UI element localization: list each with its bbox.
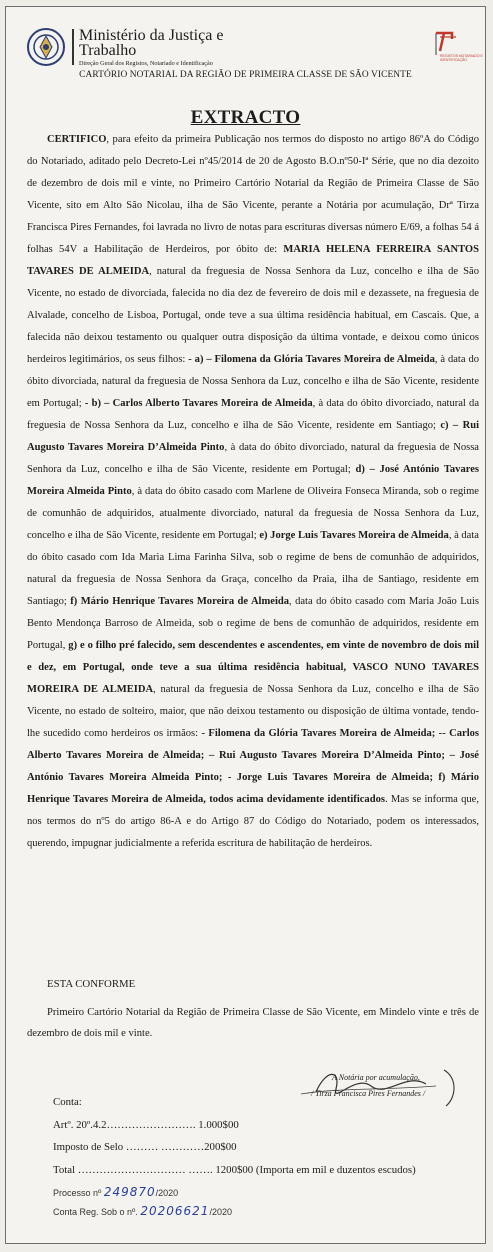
heirs-list: - Filomena da Glória Tavares Moreira de Almeida; -- Carlos Alberto Tavares Moreira de Almeida; – Rui Augusto Tavares Moreira D’Almeida Pinto; – José António Tavares Moreira Almeida Pinto; - Jorge Luis Tavares Moreira de Almeida; f) Mário Henrique Tavares Moreira de Almeida, todos acima devidamente identificados (27, 728, 479, 805)
heir-name: - a) – Filomena da Glória Tavares Moreira de Almeida (188, 354, 435, 365)
registos-logo-icon (430, 29, 464, 69)
text-run: , à data do óbito casado com Marlene de Oliveira Fonseca Miranda, sob o regime de comunhão de adquiridos, atualmente divorciado, natural da freguesia de Nossa Senhora da Luz, concelho e ilha de São Vicente, residente em Portugal; (27, 486, 479, 541)
extract-body (27, 129, 479, 855)
direcao-geral: Direção Geral dos Registos, Notariado e Identificação (79, 60, 213, 67)
deceased-name: MARIA HELENA FERREIRA SANTOS TAVARES DE ALMEIDA (27, 244, 479, 277)
processo-number (53, 1185, 178, 1199)
processo-prefix: Processo nº (53, 1188, 102, 1198)
heir-name: g) e o filho pré falecido, sem descendentes e ascendentes, em vinte de novembro de dois mil e dez, em Portugal, onde teve a sua última residência habitual, VASCO NUNO TAVARES MOREIRA DE ALMEIDA (27, 640, 480, 695)
letterhead (6, 7, 485, 87)
heir-name: f) Mário Henrique Tavares Moreira de Almeida (70, 596, 290, 607)
document-page (5, 6, 486, 1244)
text-run: , à data do óbito casado com Ida Maria Lima Farinha Silva, sob o regime de bens de comunhão de adquiridos, natural da freguesia de Nossa Senhora da Graça, concelho da Praia, ilha de Santiago, residente em Santiago; (27, 530, 479, 607)
text-run: , para efeito da primeira Publicação nos termos do disposto no artigo 86ºA do Código do Notariado, aditado pelo Decreto-Lei nº45/2014 de 20 de Agosto B.O.nº50-Iª Série, que no dia dezoito de dezembro de dois mil e vinte, no Primeiro Cartório Notarial da Região de Primeira Classe de São Vicente, sito em Alto São Nicolau, ilha de São Vicente, perante a Notária por acumulação, Drª Tirza Francisca Pires Fernandes, foi lavrada no livro de notas para escrituras diversas número E/69, a folhas 54 á folhas 54V a Habilitação de Herdeiros, por óbito de: (27, 134, 479, 255)
heir-name: e) Jorge Luis Tavares Moreira de Almeida (259, 530, 449, 541)
extract-paragraph (27, 129, 479, 855)
text-run: . Mas se informa que, nos termos do nº5 do artigo 86-A e do Artigo 87 do Código do Notariado, podem os interessados, querendo, impugnar judicialmente a referida escritura de habilitação de herdeiros. (27, 794, 479, 849)
conta-total: Total ………………………… ……. 1200$00 (Importa em mil e duzentos escudos) (53, 1164, 416, 1176)
processo-suffix: /2020 (155, 1188, 179, 1198)
conta-label: Conta: (53, 1096, 82, 1108)
conta-selo: Imposto de Selo ……… …………200$00 (53, 1141, 237, 1153)
conta-reg-number (53, 1204, 232, 1218)
conta-reg-handwritten: 20206621 (140, 1204, 210, 1218)
text-run: , data do óbito casado com Maria João Luis Bento Mendonça Barroso de Almeida, sob o regime de bens de comunhão de adquiridos, residente em Portugal, (27, 596, 479, 651)
conta-reg-suffix: /2020 (209, 1207, 232, 1217)
ministry-line-1: Ministério da Justiça e (79, 27, 224, 44)
text-run: , à data do óbito divorciado, natural da freguesia de Nossa Senhora da Luz, concelho e ilha de São Vicente, residente em Portugal; (27, 442, 479, 475)
esta-conforme: ESTA CONFORME (47, 978, 136, 990)
coat-of-arms-icon (26, 27, 66, 67)
conta-reg-prefix: Conta Reg. Sob o nº. (53, 1207, 138, 1217)
notary-label: A Notária por acumulação, (332, 1073, 420, 1082)
text-run: , natural da freguesia de Nossa Senhora da Luz, concelho e ilha de São Vicente, no estado de divorciada, falecida no dia dez de fevereiro de dois mil e dezassete, na freguesia de Alvalade, concelho de Lisboa, Portugal, onde teve a sua última residência habitual, em Cascais. Que, a falecida não deixou testamento ou qualquer outra disposição da última vontade, e deixou como únicos herdeiros legitimários, os seus filhos: (27, 266, 479, 365)
certifico-label: CERTIFICO (47, 134, 107, 145)
text-run: , natural da freguesia de Nossa Senhora da Luz, concelho e ilha de São Vicente, no estado de solteiro, maior, que não deixou testamento ou disposição de última vontade, tendo-lhe sucedido como herdeiros os irmãos: (27, 684, 479, 739)
cartorio-name: CARTÓRIO NOTARIAL DA REGIÃO DE PRIMEIRA CLASSE DE SÃO VICENTE (79, 70, 412, 80)
closing-statement: Primeiro Cartório Notarial da Região de Primeira Classe de São Vicente, em Mindelo vinte e três de dezembro de dois mil e vinte. (27, 1007, 479, 1039)
document-title: EXTRACTO (190, 107, 301, 128)
heir-name: d) – José António Tavares Moreira Almeida Pinto (27, 464, 480, 497)
text-run: , à data do óbito divorciado, natural da freguesia de Nossa Senhora da Luz, concelho e ilha de São Vicente, residente em Santiago; (27, 398, 479, 431)
heir-name: - b) – Carlos Alberto Tavares Moreira de Almeida (84, 398, 313, 409)
notary-name: / Tirza Francisca Pires Fernandes / (311, 1089, 426, 1098)
ministry-line-2: Trabalho (79, 42, 137, 59)
logo-caption: REGISTOS NOTARIADO E IDENTIFICAÇÃO (440, 54, 483, 62)
processo-handwritten: 249870 (103, 1185, 156, 1199)
header-divider (72, 29, 74, 65)
text-run: , à data do óbito divorciada, natural da freguesia de Nossa Senhora da Luz, concelho e ilha de São Vicente, residente em Portugal; (27, 354, 479, 409)
conta-art: Artº. 20º.4.2……………………. 1.000$00 (53, 1119, 239, 1131)
ministry-name (79, 28, 223, 58)
heir-name: c) – Rui Augusto Tavares Moreira D’Almeida Pinto (27, 420, 479, 453)
registos-logo-text (440, 54, 485, 62)
